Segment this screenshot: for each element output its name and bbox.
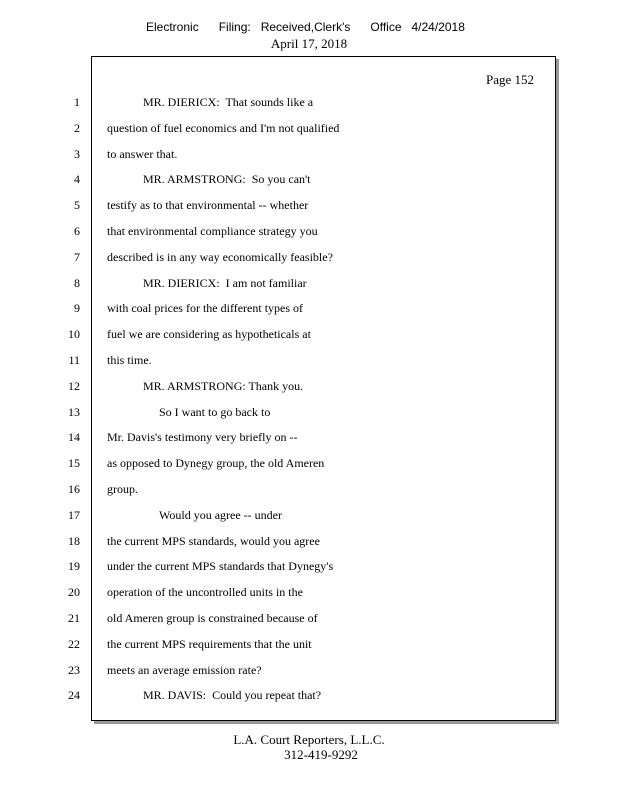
line-number: 15 bbox=[68, 456, 80, 471]
transcript-line: this time. bbox=[107, 352, 152, 367]
transcript-line: group. bbox=[107, 481, 138, 496]
line-number: 21 bbox=[68, 610, 80, 625]
line-number: 17 bbox=[68, 507, 80, 522]
transcript-line: fuel we are considering as hypotheticals at bbox=[107, 327, 311, 342]
transcript-line: operation of the uncontrolled units in the bbox=[107, 585, 303, 600]
transcript-line: MR. ARMSTRONG: Thank you. bbox=[143, 378, 304, 393]
line-number: 24 bbox=[68, 688, 80, 703]
line-number: 9 bbox=[74, 301, 80, 316]
transcript-line: as opposed to Dynegy group, the old Ameren bbox=[107, 456, 325, 471]
transcript-line: under the current MPS standards that Dynegy's bbox=[107, 559, 334, 574]
transcript-line: MR. DIERICX: That sounds like a bbox=[143, 95, 314, 109]
transcript-line: MR. ARMSTRONG: So you can't bbox=[143, 172, 311, 187]
line-number-column bbox=[48, 94, 80, 713]
transcript-line: the current MPS standards, would you agree bbox=[107, 533, 320, 548]
line-number: 4 bbox=[74, 172, 80, 187]
transcript-text bbox=[107, 94, 547, 713]
line-number: 20 bbox=[68, 585, 80, 600]
filing-stamp: Electronic Filing: Received,Clerk's Office 4/24/2018 bbox=[146, 20, 465, 34]
transcript-line: the current MPS requirements that the unit bbox=[107, 636, 312, 651]
line-number: 11 bbox=[68, 352, 80, 367]
line-number: 5 bbox=[74, 198, 80, 213]
transcript-line: testify as to that environmental -- whether bbox=[107, 198, 309, 213]
transcript-line: Would you agree -- under bbox=[159, 507, 282, 522]
transcript-line: with coal prices for the different types of bbox=[107, 301, 304, 316]
line-number: 3 bbox=[74, 146, 80, 161]
line-number: 13 bbox=[68, 404, 80, 419]
transcript-line: MR. DIERICX: I am not familiar bbox=[143, 275, 307, 290]
footer bbox=[0, 732, 618, 762]
line-number: 10 bbox=[68, 327, 80, 342]
transcript-line: described is in any way economically feasible? bbox=[107, 249, 333, 264]
line-number: 7 bbox=[74, 249, 80, 264]
line-number: 23 bbox=[68, 662, 80, 677]
line-number: 8 bbox=[74, 275, 80, 290]
line-number: 6 bbox=[74, 223, 80, 238]
court-reporter-phone: 312-419-9292 bbox=[284, 747, 358, 762]
page-number: Page 152 bbox=[485, 72, 534, 87]
line-number: 19 bbox=[68, 559, 80, 574]
transcript-date: April 17, 2018 bbox=[270, 36, 348, 51]
line-number: 2 bbox=[74, 120, 80, 135]
transcript-line: question of fuel economics and I'm not qualified bbox=[107, 120, 340, 135]
transcript-line: MR. DAVIS: Could you repeat that? bbox=[143, 688, 322, 703]
line-number: 14 bbox=[68, 430, 80, 445]
transcript-line: Mr. Davis's testimony very briefly on -- bbox=[107, 430, 298, 445]
transcript-line: meets an average emission rate? bbox=[107, 662, 262, 677]
line-number: 12 bbox=[68, 378, 80, 393]
line-number: 1 bbox=[74, 95, 80, 109]
line-number: 18 bbox=[68, 533, 80, 548]
transcript-line: old Ameren group is constrained because of bbox=[107, 610, 318, 625]
line-number: 22 bbox=[68, 636, 80, 651]
court-reporter-name: L.A. Court Reporters, L.L.C. bbox=[233, 732, 385, 747]
line-number: 16 bbox=[68, 481, 80, 496]
transcript-line: that environmental compliance strategy you bbox=[107, 223, 318, 238]
transcript-line: to answer that. bbox=[107, 146, 178, 161]
transcript-line: So I want to go back to bbox=[159, 404, 271, 419]
